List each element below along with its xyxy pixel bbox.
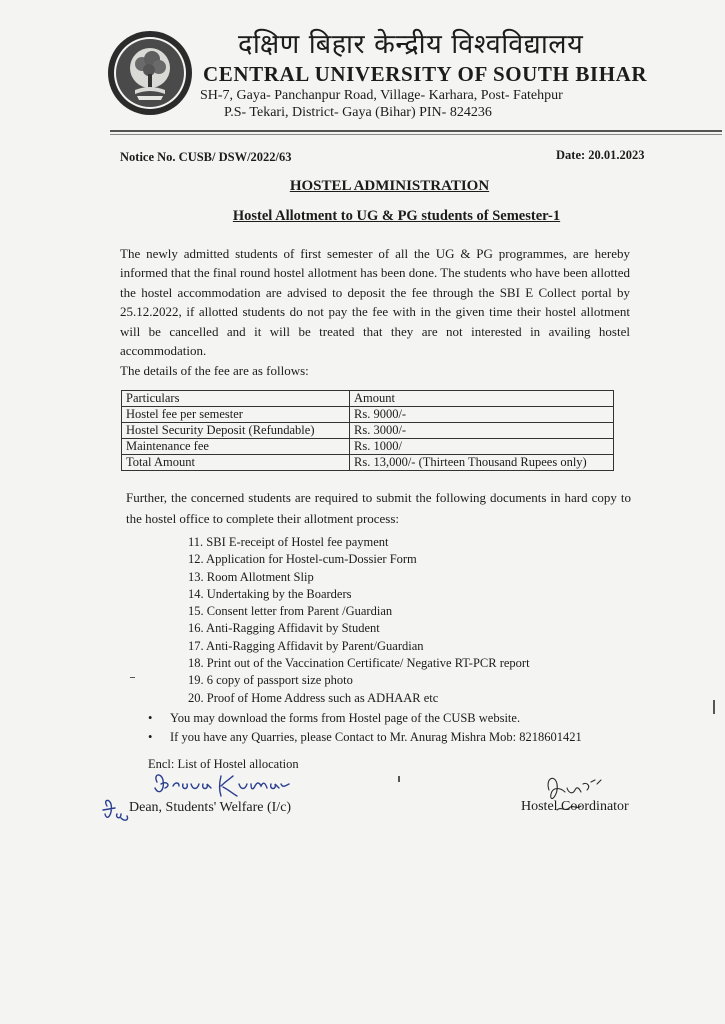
scan-mark <box>130 677 135 678</box>
list-item: 17. Anti-Ragging Affidavit by Parent/Guardian <box>188 638 424 653</box>
table-header-cell: Particulars <box>122 391 350 407</box>
table-cell: Rs. 1000/ <box>350 439 614 455</box>
table-cell: Rs. 9000/- <box>350 407 614 423</box>
further-paragraph: Further, the concerned students are required to submit the following documents in hard copy to the hostel office to complete their allotment process: <box>126 490 631 526</box>
list-item: 16. Anti-Ragging Affidavit by Student <box>188 621 380 636</box>
university-seal-logo <box>107 30 193 116</box>
table-row <box>122 423 614 439</box>
university-name-english: CENTRAL UNIVERSITY OF SOUTH BIHAR <box>203 62 648 86</box>
list-item: 13. Room Allotment Slip <box>188 569 314 584</box>
documents-list <box>188 534 530 707</box>
fee-table-header-row <box>122 391 614 407</box>
dean-title: Dean, Students' Welfare (I/c) <box>129 800 292 815</box>
table-cell: Hostel Security Deposit (Refundable) <box>122 423 350 439</box>
instructions-list <box>148 709 582 747</box>
university-name-hindi: दक्षिण बिहार केन्द्रीय विश्वविद्यालय <box>238 29 584 60</box>
list-item: 15. Consent letter from Parent /Guardian <box>188 604 393 619</box>
notice-date: Date: 20.01.2023 <box>556 148 645 162</box>
bullet-icon: • <box>148 711 153 725</box>
list-item: 11. SBI E-receipt of Hostel fee payment <box>188 535 389 549</box>
table-row <box>122 407 614 423</box>
table-header-cell: Amount <box>350 391 614 407</box>
list-item <box>148 709 582 728</box>
enclosure-note: Encl: List of Hostel allocation <box>148 757 299 771</box>
fee-intro: The details of the fee are as follows: <box>120 363 309 378</box>
notice-number: Notice No. CUSB/ DSW/2022/63 <box>120 150 292 164</box>
header-divider <box>110 130 722 132</box>
table-cell: Rs. 13,000/- (Thirteen Thousand Rupees only) <box>350 455 614 471</box>
hostel-coordinator-title: Hostel Coordinator <box>521 799 629 814</box>
table-row <box>122 439 614 455</box>
sub-heading-text: Hostel Allotment to UG & PG students of Semester-1 <box>232 208 561 224</box>
list-item: 18. Print out of the Vaccination Certificate/ Negative RT-PCR report <box>188 656 530 671</box>
list-item: 14. Undertaking by the Boarders <box>188 586 352 601</box>
header-divider-thin <box>110 134 722 135</box>
main-heading-text: HOSTEL ADMINISTRATION <box>289 178 490 194</box>
scan-mark <box>713 700 715 714</box>
main-heading <box>0 178 725 195</box>
fee-table <box>121 390 614 471</box>
table-row <box>122 455 614 471</box>
sub-heading <box>0 208 725 225</box>
address-line-1: SH-7, Gaya- Panchanpur Road, Village- Karhara, Post- Fatehpur <box>200 88 563 103</box>
scan-mark <box>398 776 400 782</box>
table-cell: Total Amount <box>122 455 350 471</box>
table-cell: Maintenance fee <box>122 439 350 455</box>
bullet-text: If you have any Quarries, please Contact to Mr. Anurag Mishra Mob: 8218601421 <box>170 730 582 744</box>
notice-paragraph: The newly admitted students of first semester of all the UG & PG programmes, are hereby informed that the final round hostel allotment has been done. The students who have been allotted the hostel accommodation are advised to deposit the fee through the SBI E Collect portal by 25.12.2022, if allotted students do not pay the fee with in the given time their hostel allotment will be cancelled and it will be treated that they are not interested in availing hostel accommodation. <box>120 246 630 359</box>
address-line-2: P.S- Tekari, District- Gaya (Bihar) PIN- 824236 <box>224 105 492 120</box>
list-item <box>148 728 582 747</box>
list-item: 20. Proof of Home Address such as ADHAAR etc <box>188 690 439 705</box>
list-item: 19. 6 copy of passport size photo <box>188 673 353 688</box>
bullet-text: You may download the forms from Hostel page of the CUSB website. <box>170 711 521 725</box>
bullet-icon: • <box>148 730 153 744</box>
table-cell: Rs. 3000/- <box>350 423 614 439</box>
table-cell: Hostel fee per semester <box>122 407 350 423</box>
list-item: 12. Application for Hostel-cum-Dossier Form <box>188 552 417 567</box>
